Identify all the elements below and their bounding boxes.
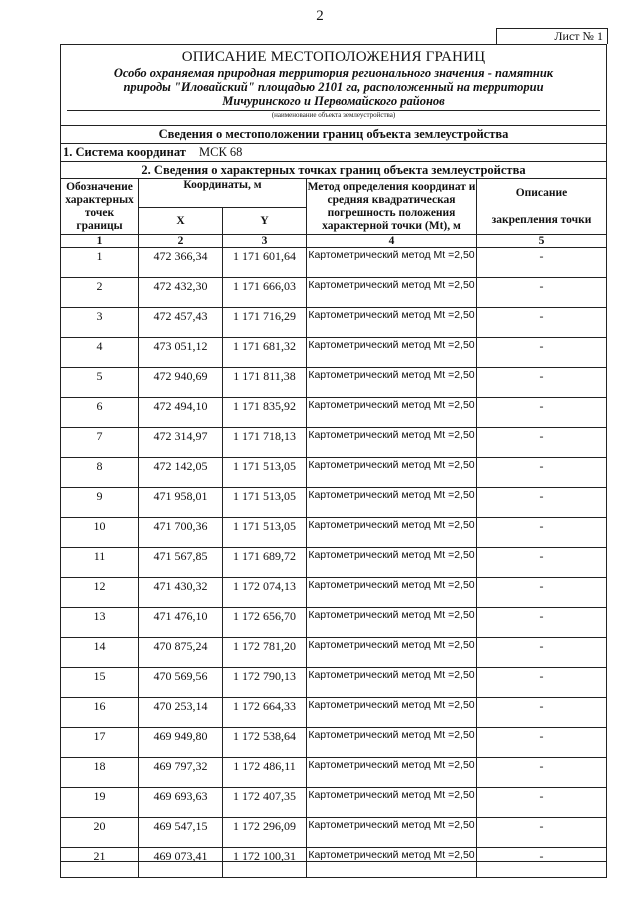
point-cell: 6 bbox=[61, 398, 139, 428]
point-cell: 17 bbox=[61, 728, 139, 758]
table-row bbox=[61, 548, 607, 578]
x-cell: 469 949,80 bbox=[139, 728, 223, 758]
x-cell: 471 430,32 bbox=[139, 578, 223, 608]
y-cell: 1 171 681,32 bbox=[223, 338, 307, 368]
desc-cell: - bbox=[477, 278, 607, 308]
method-cell: Картометрический метод Mt =2,50 bbox=[307, 308, 477, 338]
point-cell: 12 bbox=[61, 578, 139, 608]
desc-cell: - bbox=[477, 428, 607, 458]
method-cell: Картометрический метод Mt =2,50 bbox=[307, 248, 477, 278]
x-cell: 471 567,85 bbox=[139, 548, 223, 578]
points-table bbox=[60, 178, 607, 878]
table-row bbox=[61, 698, 607, 728]
point-cell: 18 bbox=[61, 758, 139, 788]
object-name: Особо охраняемая природная территория регионального значения - памятник природы "Иловайский" площадью 2101 га, расположенный на территории Мичуринского и Первомайского районов bbox=[113, 66, 554, 108]
desc-cell: - bbox=[477, 698, 607, 728]
desc-cell: - bbox=[477, 608, 607, 638]
point-cell: 11 bbox=[61, 548, 139, 578]
table-row bbox=[61, 248, 607, 278]
table-row bbox=[61, 368, 607, 398]
header-coords: Координаты, м bbox=[139, 179, 307, 208]
x-cell: 471 700,36 bbox=[139, 518, 223, 548]
method-cell: Картометрический метод Mt =2,50 bbox=[307, 818, 477, 848]
desc-cell: - bbox=[477, 398, 607, 428]
method-cell: Картометрический метод Mt =2,50 bbox=[307, 458, 477, 488]
y-cell: 1 171 666,03 bbox=[223, 278, 307, 308]
header-desc-line1: Описание bbox=[515, 186, 568, 199]
table-row bbox=[61, 518, 607, 548]
point-cell: 13 bbox=[61, 608, 139, 638]
coord-system-label: 1. Система координат bbox=[63, 145, 186, 159]
method-cell: Картометрический метод Mt =2,50 bbox=[307, 638, 477, 668]
method-cell: Картометрический метод Mt =2,50 bbox=[307, 788, 477, 818]
method-cell: Картометрический метод Mt =2,50 bbox=[307, 848, 477, 878]
y-cell: 1 172 790,13 bbox=[223, 668, 307, 698]
header-method: Метод определения координат и средняя квадратическая погрешность положения характерной точки (Mt), м bbox=[307, 179, 477, 235]
y-cell: 1 171 689,72 bbox=[223, 548, 307, 578]
table-row bbox=[61, 578, 607, 608]
x-cell: 469 797,32 bbox=[139, 758, 223, 788]
desc-cell: - bbox=[477, 578, 607, 608]
table-row bbox=[61, 638, 607, 668]
col-num-5: 5 bbox=[477, 235, 607, 248]
desc-cell: - bbox=[477, 308, 607, 338]
desc-cell: - bbox=[477, 248, 607, 278]
header-point: Обозначение характерных точек границы bbox=[61, 179, 139, 235]
table-row bbox=[61, 338, 607, 368]
object-caption: (наименование объекта землеустройства) bbox=[271, 111, 396, 119]
point-cell: 15 bbox=[61, 668, 139, 698]
point-cell: 5 bbox=[61, 368, 139, 398]
desc-cell: - bbox=[477, 848, 607, 878]
table-row bbox=[61, 668, 607, 698]
table-row bbox=[61, 848, 607, 878]
y-cell: 1 171 716,29 bbox=[223, 308, 307, 338]
table-row bbox=[61, 758, 607, 788]
desc-cell: - bbox=[477, 338, 607, 368]
desc-cell: - bbox=[477, 668, 607, 698]
point-cell: 4 bbox=[61, 338, 139, 368]
point-cell: 3 bbox=[61, 308, 139, 338]
table-row bbox=[61, 308, 607, 338]
section-title: Сведения о местоположении границ объекта землеустройства bbox=[61, 125, 606, 143]
point-cell: 19 bbox=[61, 788, 139, 818]
method-cell: Картометрический метод Mt =2,50 bbox=[307, 578, 477, 608]
x-cell: 471 958,01 bbox=[139, 488, 223, 518]
point-cell: 7 bbox=[61, 428, 139, 458]
method-cell: Картометрический метод Mt =2,50 bbox=[307, 398, 477, 428]
x-cell: 472 494,10 bbox=[139, 398, 223, 428]
y-cell: 1 171 513,05 bbox=[223, 488, 307, 518]
x-cell: 470 569,56 bbox=[139, 668, 223, 698]
col-num-4: 4 bbox=[307, 235, 477, 248]
coord-system-value: МСК 68 bbox=[199, 145, 243, 159]
header-x: X bbox=[139, 208, 223, 235]
table-row bbox=[61, 788, 607, 818]
coord-system-row bbox=[61, 143, 606, 161]
y-cell: 1 171 811,38 bbox=[223, 368, 307, 398]
points-section-title: 2. Сведения о характерных точках границ объекта землеустройства bbox=[61, 161, 606, 178]
method-cell: Картометрический метод Mt =2,50 bbox=[307, 548, 477, 578]
desc-cell: - bbox=[477, 818, 607, 848]
y-cell: 1 172 538,64 bbox=[223, 728, 307, 758]
method-cell: Картометрический метод Mt =2,50 bbox=[307, 668, 477, 698]
table-row bbox=[61, 278, 607, 308]
y-cell: 1 172 486,11 bbox=[223, 758, 307, 788]
y-cell: 1 171 513,05 bbox=[223, 518, 307, 548]
y-cell: 1 172 656,70 bbox=[223, 608, 307, 638]
x-cell: 473 051,12 bbox=[139, 338, 223, 368]
y-cell: 1 172 407,35 bbox=[223, 788, 307, 818]
x-cell: 472 940,69 bbox=[139, 368, 223, 398]
y-cell: 1 172 664,33 bbox=[223, 698, 307, 728]
desc-cell: - bbox=[477, 458, 607, 488]
y-cell: 1 172 296,09 bbox=[223, 818, 307, 848]
table-row bbox=[61, 488, 607, 518]
table-row bbox=[61, 728, 607, 758]
table-row bbox=[61, 428, 607, 458]
desc-cell: - bbox=[477, 368, 607, 398]
page-number: 2 bbox=[316, 8, 324, 24]
x-cell: 469 693,63 bbox=[139, 788, 223, 818]
x-cell: 472 314,97 bbox=[139, 428, 223, 458]
table-row bbox=[61, 818, 607, 848]
point-cell: 1 bbox=[61, 248, 139, 278]
desc-cell: - bbox=[477, 758, 607, 788]
x-cell: 469 547,15 bbox=[139, 818, 223, 848]
col-num-1: 1 bbox=[61, 235, 139, 248]
method-cell: Картометрический метод Mt =2,50 bbox=[307, 488, 477, 518]
x-cell: 470 253,14 bbox=[139, 698, 223, 728]
x-cell: 471 476,10 bbox=[139, 608, 223, 638]
y-cell: 1 172 100,31 bbox=[223, 848, 307, 878]
method-cell: Картометрический метод Mt =2,50 bbox=[307, 758, 477, 788]
table-row bbox=[61, 458, 607, 488]
x-cell: 470 875,24 bbox=[139, 638, 223, 668]
method-cell: Картометрический метод Mt =2,50 bbox=[307, 368, 477, 398]
y-cell: 1 171 835,92 bbox=[223, 398, 307, 428]
point-cell: 8 bbox=[61, 458, 139, 488]
desc-cell: - bbox=[477, 518, 607, 548]
x-cell: 472 366,34 bbox=[139, 248, 223, 278]
sheet-label: Лист № 1 bbox=[496, 28, 608, 44]
header-desc bbox=[477, 179, 607, 235]
col-num-2: 2 bbox=[139, 235, 223, 248]
point-cell: 14 bbox=[61, 638, 139, 668]
x-cell: 469 073,41 bbox=[139, 848, 223, 878]
point-cell: 9 bbox=[61, 488, 139, 518]
method-cell: Картометрический метод Mt =2,50 bbox=[307, 428, 477, 458]
method-cell: Картометрический метод Mt =2,50 bbox=[307, 518, 477, 548]
method-cell: Картометрический метод Mt =2,50 bbox=[307, 698, 477, 728]
method-cell: Картометрический метод Mt =2,50 bbox=[307, 728, 477, 758]
header-desc-line2: закрепления точки bbox=[491, 213, 592, 226]
table-row bbox=[61, 608, 607, 638]
y-cell: 1 171 601,64 bbox=[223, 248, 307, 278]
desc-cell: - bbox=[477, 728, 607, 758]
col-num-3: 3 bbox=[223, 235, 307, 248]
x-cell: 472 432,30 bbox=[139, 278, 223, 308]
method-cell: Картометрический метод Mt =2,50 bbox=[307, 608, 477, 638]
x-cell: 472 142,05 bbox=[139, 458, 223, 488]
y-cell: 1 172 781,20 bbox=[223, 638, 307, 668]
y-cell: 1 171 718,13 bbox=[223, 428, 307, 458]
header-y: Y bbox=[223, 208, 307, 235]
desc-cell: - bbox=[477, 488, 607, 518]
y-cell: 1 172 074,13 bbox=[223, 578, 307, 608]
table-row bbox=[61, 398, 607, 428]
point-cell: 20 bbox=[61, 818, 139, 848]
point-cell: 21 bbox=[61, 848, 139, 878]
point-cell: 10 bbox=[61, 518, 139, 548]
y-cell: 1 171 513,05 bbox=[223, 458, 307, 488]
desc-cell: - bbox=[477, 788, 607, 818]
desc-cell: - bbox=[477, 638, 607, 668]
method-cell: Картометрический метод Mt =2,50 bbox=[307, 338, 477, 368]
document-frame bbox=[60, 44, 607, 862]
point-cell: 16 bbox=[61, 698, 139, 728]
point-cell: 2 bbox=[61, 278, 139, 308]
desc-cell: - bbox=[477, 548, 607, 578]
document-title: ОПИСАНИЕ МЕСТОПОЛОЖЕНИЯ ГРАНИЦ bbox=[181, 49, 486, 65]
method-cell: Картометрический метод Mt =2,50 bbox=[307, 278, 477, 308]
x-cell: 472 457,43 bbox=[139, 308, 223, 338]
